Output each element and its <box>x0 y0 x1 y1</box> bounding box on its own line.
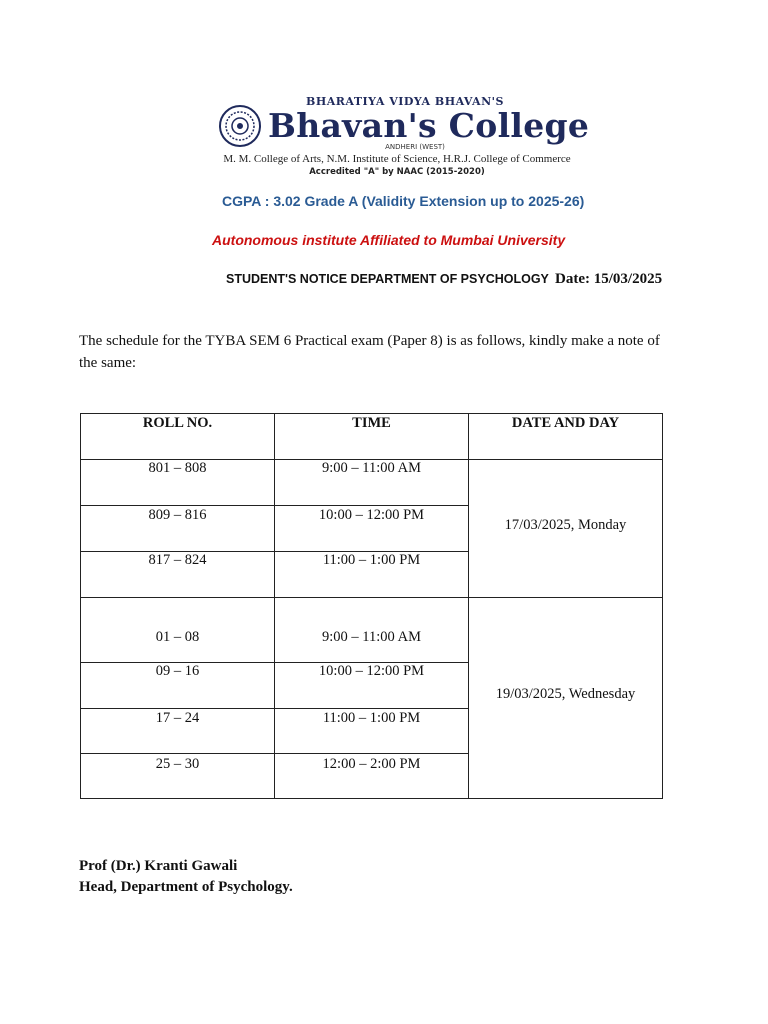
table-row-time: 9:00 – 11:00 AM <box>322 460 421 476</box>
table-row-roll: 817 – 824 <box>148 552 207 568</box>
header-roll-no: ROLL NO. <box>142 415 213 431</box>
header-time: TIME <box>352 415 391 431</box>
date-cell: 19/03/2025, Wednesday <box>495 686 636 702</box>
table-row-roll: 25 – 30 <box>155 756 200 772</box>
cgpa-line: CGPA : 3.02 Grade A (Validity Extension up to 2025-26) <box>222 193 585 209</box>
table-row-roll: 809 – 816 <box>148 507 207 523</box>
table-row-time: 9:00 – 11:00 AM <box>322 629 421 645</box>
table-row-time: 11:00 – 1:00 PM <box>322 552 421 568</box>
schedule-table <box>80 413 663 799</box>
notice-intro: The schedule for the TYBA SEM 6 Practical exam (Paper 8) is as follows, kindly make a note of the same: <box>79 333 660 371</box>
table-row-roll: 801 – 808 <box>148 460 207 476</box>
logo-tagline: BHARATIYA VIDYA BHAVAN'S <box>306 95 504 108</box>
notice-title: STUDENT'S NOTICE DEPARTMENT OF PSYCHOLOGY <box>226 272 549 286</box>
table-divider <box>81 597 662 598</box>
autonomous-line: Autonomous institute Affiliated to Mumbai University <box>212 232 566 248</box>
logo-colleges-line: M. M. College of Arts, N.M. Institute of Science, H.R.J. College of Commerce <box>223 153 571 165</box>
table-row-time: 10:00 – 12:00 PM <box>318 663 425 679</box>
date-cell: 17/03/2025, Monday <box>504 517 627 533</box>
table-row-time: 11:00 – 1:00 PM <box>322 710 421 726</box>
table-row-roll: 01 – 08 <box>155 629 200 645</box>
logo-location: ANDHERI (WEST) <box>385 143 445 151</box>
table-divider <box>81 505 469 506</box>
table-divider <box>81 753 469 754</box>
logo-college-name: Bhavan's College <box>268 106 590 145</box>
header-date-and-day: DATE AND DAY <box>511 415 620 431</box>
signatory-role: Head, Department of Psychology. <box>79 879 293 895</box>
table-row-roll: 09 – 16 <box>155 663 200 679</box>
table-row-time: 10:00 – 12:00 PM <box>318 507 425 523</box>
table-row-roll: 17 – 24 <box>155 710 200 726</box>
table-divider <box>468 414 469 798</box>
signatory-name: Prof (Dr.) Kranti Gawali <box>79 858 238 874</box>
college-seal-icon <box>218 104 262 148</box>
table-divider <box>81 708 469 709</box>
notice-date: Date: 15/03/2025 <box>555 271 663 287</box>
logo-accreditation: Accredited "A" by NAAC (2015-2020) <box>309 167 485 177</box>
table-row-time: 12:00 – 2:00 PM <box>322 756 421 772</box>
